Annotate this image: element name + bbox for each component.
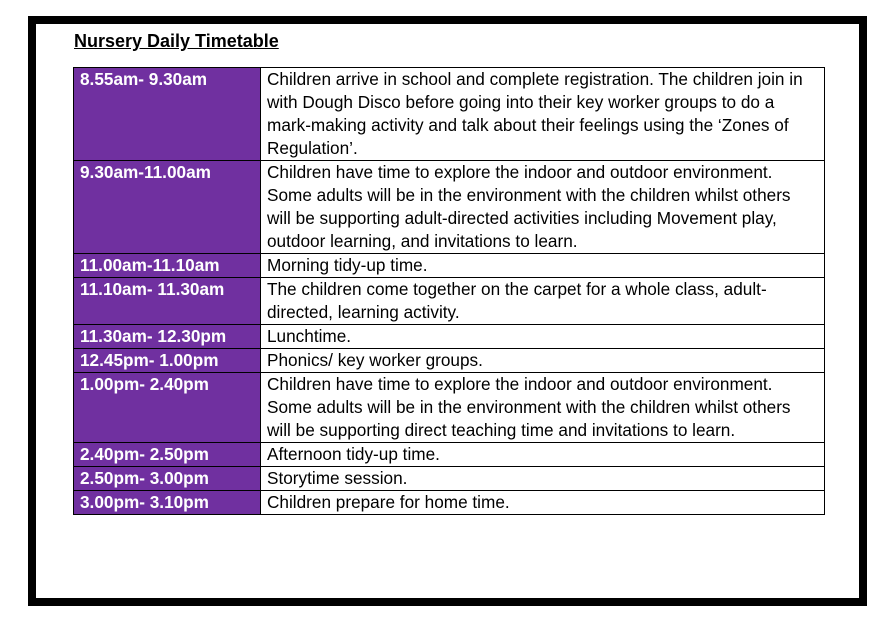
time-cell: 12.45pm- 1.00pm xyxy=(74,349,261,373)
activity-cell: Storytime session. xyxy=(261,467,825,491)
table-row xyxy=(74,68,825,161)
table-row xyxy=(74,491,825,515)
table-row xyxy=(74,161,825,254)
activity-cell: Children prepare for home time. xyxy=(261,491,825,515)
time-cell: 11.00am-11.10am xyxy=(74,254,261,278)
activity-cell: Children have time to explore the indoor and outdoor environment. Some adults will be in the environment with the children whilst others will be supporting adult-directed activities including Movement play, outdoor learning, and invitations to learn. xyxy=(261,161,825,254)
time-cell: 11.10am- 11.30am xyxy=(74,278,261,325)
activity-cell: Children arrive in school and complete registration. The children join in with Dough Disco before going into their key worker groups to do a mark-making activity and talk about their feelings using the ‘Zones of Regulation’. xyxy=(261,68,825,161)
table-row xyxy=(74,467,825,491)
page-title: Nursery Daily Timetable xyxy=(74,31,279,51)
time-cell: 3.00pm- 3.10pm xyxy=(74,491,261,515)
activity-cell: Morning tidy-up time. xyxy=(261,254,825,278)
table-row xyxy=(74,373,825,443)
activity-cell: Afternoon tidy-up time. xyxy=(261,443,825,467)
time-cell: 2.40pm- 2.50pm xyxy=(74,443,261,467)
time-cell: 2.50pm- 3.00pm xyxy=(74,467,261,491)
table-row xyxy=(74,443,825,467)
time-cell: 8.55am- 9.30am xyxy=(74,68,261,161)
table-row xyxy=(74,278,825,325)
time-cell: 1.00pm- 2.40pm xyxy=(74,373,261,443)
timetable xyxy=(73,67,825,515)
activity-cell: Lunchtime. xyxy=(261,325,825,349)
time-cell: 9.30am-11.00am xyxy=(74,161,261,254)
time-cell: 11.30am- 12.30pm xyxy=(74,325,261,349)
activity-cell: The children come together on the carpet for a whole class, adult-directed, learning activity. xyxy=(261,278,825,325)
activity-cell: Phonics/ key worker groups. xyxy=(261,349,825,373)
table-row xyxy=(74,349,825,373)
table-row xyxy=(74,254,825,278)
activity-cell: Children have time to explore the indoor and outdoor environment. Some adults will be in the environment with the children whilst others will be supporting direct teaching time and invitations to learn. xyxy=(261,373,825,443)
table-row xyxy=(74,325,825,349)
